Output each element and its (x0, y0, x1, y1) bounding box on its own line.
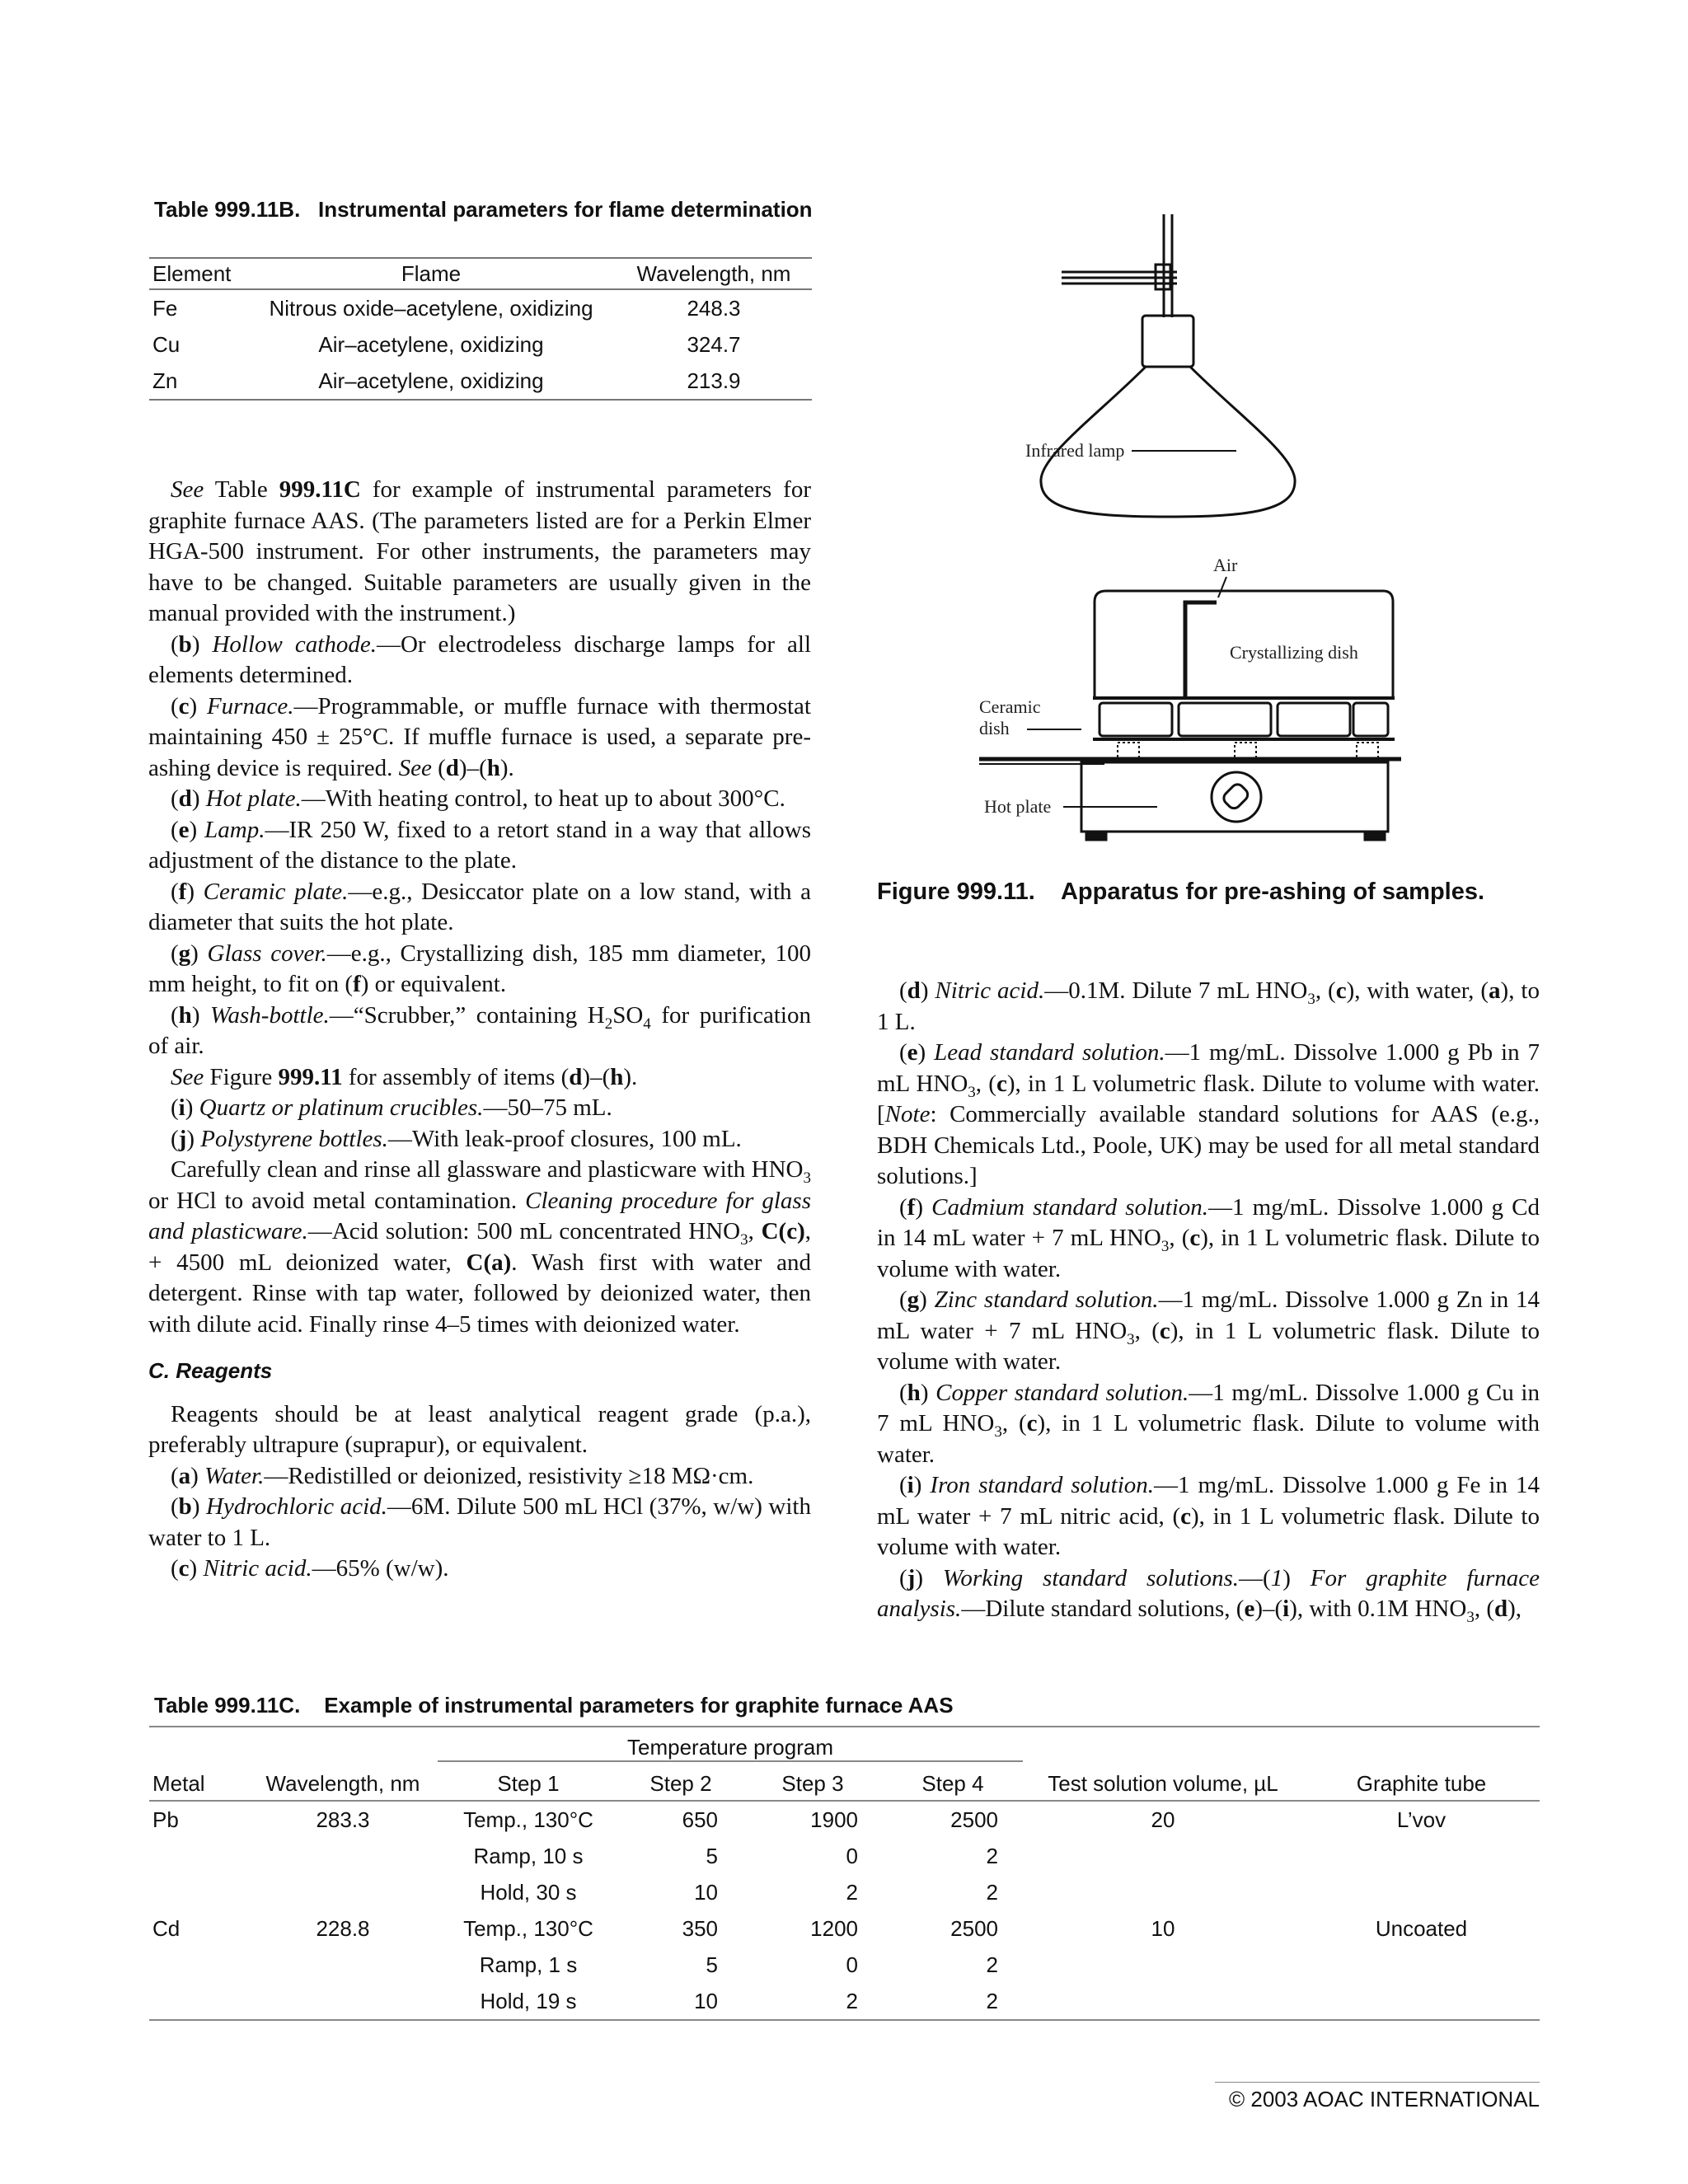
table-cell: 5 (706, 1952, 718, 1977)
table-b-header-flame: Flame (246, 258, 616, 289)
table-cell: Pb (152, 1807, 179, 1832)
table-row (149, 1801, 1540, 1838)
table-cell (1303, 1983, 1540, 2020)
table-cell: 2 (846, 1879, 858, 1905)
table-cell: 10 (694, 1879, 718, 1905)
paragraph-reagents-intro: Reagents should be at least analytical reagent grade (p.a.), preferably ultrapure (suprapur), or equivalent. (148, 1400, 811, 1458)
retort-stand-arm (1062, 265, 1177, 289)
table-cell: 1900 (810, 1807, 858, 1832)
table-row (149, 1910, 1540, 1947)
table-c-caption-text: Example of instrumental parameters for graphite furnace AAS (324, 1693, 954, 1718)
table-cell: 10 (1151, 1915, 1175, 1941)
table-c (149, 1727, 1540, 2021)
figure-caption-number: Figure 999.11. (877, 879, 1035, 905)
table-row (149, 1874, 1540, 1910)
paragraph-see-figure: See Figure 999.11 for assembly of items (d)–(h). (171, 1063, 638, 1090)
label-ceramic-dish: dish (979, 718, 1010, 738)
item-b-hollow-cathode: (b) Hollow cathode.—Or electrodeless discharge lamps for all elements determined. (148, 630, 811, 688)
table-cell: Cd (152, 1915, 181, 1941)
table-cell: 2500 (950, 1807, 998, 1832)
table-cell: 1200 (810, 1915, 858, 1941)
table-cell: 2500 (950, 1915, 998, 1941)
table-cell: Hold, 19 s (438, 1983, 619, 2020)
figure-caption (877, 879, 1553, 906)
paragraph-cleaning: Carefully clean and rinse all glassware and plasticware with $HNO_3$ or HCl to avoid metal contamination. Cleaning procedure for glass and plasticware.—Acid solution: 500 mL concentrated $HNO_3$, C(c), + 4500 mL deionized water, C(a). Wash first with water and detergent. Rinse with tap water, followed by deionized water, then with dilute acid. Finally rinse 4–5 times with deionized water. (148, 1156, 811, 1338)
footer-copyright: © 2003 AOAC INTERNATIONAL (1228, 2087, 1540, 2111)
table-c-group-header: Temperature program (438, 1727, 1023, 1761)
table-c-caption-number: Table 999.11C. (154, 1693, 301, 1718)
table-cell (1303, 1874, 1540, 1910)
table-cell (149, 1838, 248, 1874)
table-cell: 650 (682, 1807, 718, 1832)
table-cell: 248.3 (687, 295, 741, 321)
table-cell: 2 (986, 1952, 998, 1977)
item-h-wash-bottle: (h) Wash-bottle.—“Scrubber,” containing $H_2SO_4$ for purification of air. (148, 1001, 811, 1059)
table-c-header-step4: Step 4 (883, 1761, 1023, 1801)
table-c-header-graphite-tube: Graphite tube (1303, 1761, 1540, 1801)
air-label-leader (1218, 577, 1226, 598)
reagent-f-cadmium-standard: (f) Cadmium standard solution.—1 mg/mL. Dissolve 1.000 g Cd in 14 mL water + 7 mL $HNO_3$, (c), in 1 L volumetric flask. Dilute to volume with water. (877, 1193, 1540, 1282)
table-cell: 2 (743, 1983, 883, 2020)
right-column (877, 976, 1540, 1625)
table-b-caption-text: Instrumental parameters for flame determination (317, 197, 813, 222)
table-row (149, 1983, 1540, 2020)
table-cell: Zn (149, 363, 246, 400)
table-c-header-metal: Metal (149, 1761, 248, 1801)
table-c-header-step3: Step 3 (743, 1761, 883, 1801)
reagent-c-nitric-acid: (c) Nitric acid.—65% (w/w). (171, 1555, 449, 1582)
item-g-glass-cover: (g) Glass cover.—e.g., Crystallizing dish, 185 mm diameter, 100 mm height, to fit on (f) or equivalent. (148, 940, 811, 997)
label-infrared-lamp: Infrared lamp (1025, 440, 1125, 461)
table-b-caption-number: Table 999.11B. (154, 197, 301, 222)
table-b (149, 257, 812, 401)
table-cell: 5 (706, 1843, 718, 1868)
apparatus-figure (973, 210, 1418, 853)
table-cell (1023, 1874, 1303, 1910)
footer-rule (1215, 2082, 1540, 2083)
table-cell: Cu (152, 331, 181, 357)
reagent-b-hydrochloric-acid: (b) Hydrochloric acid.—6M. Dilute 500 mL HCl (37%, w/w) with water to 1 L. (148, 1493, 811, 1551)
table-c-header-step1: Step 1 (438, 1761, 619, 1801)
table-cell: Air–acetylene, oxidizing (246, 363, 616, 400)
table-cell (149, 1874, 248, 1910)
table-cell (149, 1983, 248, 2020)
reagents-heading: C. Reagents (148, 1358, 273, 1383)
reagent-h-copper-standard: (h) Copper standard solution.—1 mg/mL. Dissolve 1.000 g Cu in 7 mL $HNO_3$, (c), in 1 L volumetric flask. Dilute to volume with water. (877, 1379, 1540, 1468)
item-c-furnace: (c) Furnace.—Programmable, or muffle furnace with thermostat maintaining 450 ± 25°C. If muffle furnace is used, a separate pre-ashing device is required. See (d)–(h). (148, 692, 811, 781)
table-b-caption (154, 196, 814, 223)
table-c-header-volume: Test solution volume, µL (1023, 1761, 1303, 1801)
table-c-header-wavelength: Wavelength, nm (248, 1761, 438, 1801)
table-cell (1023, 1838, 1303, 1874)
table-cell: Temp., 130°C (463, 1807, 593, 1832)
left-column (148, 475, 811, 1585)
table-c-header-step2: Step 2 (619, 1761, 743, 1801)
reagent-g-zinc-standard: (g) Zinc standard solution.—1 mg/mL. Dissolve 1.000 g Zn in 14 mL water + 7 mL $HNO_3$, (c), in 1 L volumetric flask. Dilute to volume with water. (877, 1286, 1540, 1375)
item-e-lamp: (e) Lamp.—IR 250 W, fixed to a retort stand in a way that allows adjustment of the distance to the plate. (148, 816, 811, 874)
table-row (149, 326, 812, 363)
table-cell: 324.7 (687, 331, 741, 357)
table-cell (248, 1874, 438, 1910)
table-cell: Nitrous oxide–acetylene, oxidizing (269, 295, 593, 321)
table-cell: 228.8 (316, 1915, 370, 1941)
table-cell: 2 (883, 1983, 1023, 2020)
label-crystallizing-dish: Crystallizing dish (1230, 642, 1358, 663)
table-cell: Temp., 130°C (463, 1915, 593, 1941)
table-cell: 350 (682, 1915, 718, 1941)
item-f-ceramic-plate: (f) Ceramic plate.—e.g., Desiccator plate on a low stand, with a diameter that suits the hot plate. (148, 878, 812, 935)
table-cell: 213.9 (616, 363, 812, 400)
table-cell: Ramp, 10 s (473, 1843, 584, 1868)
reagent-e-lead-standard: (e) Lead standard solution.—1 mg/mL. Dissolve 1.000 g Pb in 7 mL $HNO_3$, (c), in 1 L volumetric flask. Dilute to volume with water. [Note: Commercially available standard solutions for AAS (e.g., BDH Chemicals Ltd., Poole, UK) may be used for all metal standard solutions.] (877, 1039, 1540, 1189)
table-cell: Air–acetylene, oxidizing (318, 331, 544, 357)
table-cell: 2 (986, 1879, 998, 1905)
table-cell: Hold, 30 s (480, 1879, 577, 1905)
table-cell: 283.3 (316, 1807, 370, 1832)
reagent-i-iron-standard: (i) Iron standard solution.—1 mg/mL. Dissolve 1.000 g Fe in 14 mL water + 7 mL nitric acid, (c), in 1 L volumetric flask. Dilute to volume with water. (877, 1472, 1540, 1560)
table-cell (149, 1947, 248, 1983)
item-d-hot-plate: (d) Hot plate.—With heating control, to heat up to about 300°C. (171, 785, 785, 812)
reagent-a-water: (a) Water.—Redistilled or deionized, resistivity ≥18 MΩ·cm. (171, 1462, 754, 1489)
item-j-bottles: (j) Polystyrene bottles.—With leak-proof closures, 100 mL. (171, 1125, 742, 1152)
item-i-crucibles: (i) Quartz or platinum crucibles.—50–75 mL. (171, 1094, 612, 1121)
table-cell: Uncoated (1375, 1915, 1468, 1941)
table-cell: 2 (986, 1843, 998, 1868)
label-ceramic: Ceramic (979, 696, 1041, 717)
label-air: Air (1213, 555, 1238, 575)
table-cell (1303, 1947, 1540, 1983)
label-hot-plate: Hot plate (984, 796, 1052, 817)
table-row (149, 289, 812, 326)
table-cell (248, 1838, 438, 1874)
table-cell (248, 1983, 438, 2020)
table-b-header-element: Element (149, 258, 246, 289)
table-cell: 10 (619, 1983, 743, 2020)
table-cell: Fe (152, 295, 178, 321)
air-inlet-tube (1185, 602, 1217, 696)
table-cell (1023, 1947, 1303, 1983)
table-row (149, 363, 812, 400)
table-cell: L’vov (1396, 1807, 1447, 1832)
table-cell: Ramp, 1 s (479, 1952, 578, 1977)
table-cell (248, 1947, 438, 1983)
reagent-d-nitric-acid: (d) Nitric acid.—0.1M. Dilute 7 mL $HNO_3$, (c), with water, (a), to 1 L. (877, 977, 1540, 1035)
table-cell (1023, 1983, 1303, 2020)
table-cell (1303, 1838, 1540, 1874)
table-cell: 20 (1151, 1807, 1175, 1832)
figure-caption-text: Apparatus for pre-ashing of samples. (1060, 879, 1485, 905)
table-cell: 0 (846, 1843, 858, 1868)
infrared-lamp-icon (1041, 316, 1295, 517)
table-row (149, 1947, 1540, 1983)
table-c-caption (154, 1693, 1473, 1718)
ceramic-plate-icon (1093, 698, 1395, 761)
paragraph-see-table: See Table 999.11C for example of instrumental parameters for graphite furnace AAS. (The parameters listed are for a Perkin Elmer HGA-500 instrument. For other instruments, the parameters may have to be changed. Suitable parameters are usually given in the manual provided with the instrument.) (148, 476, 811, 626)
reagent-j-working-standards: (j) Working standard solutions.—(1) For graphite furnace analysis.—Dilute standard solutions, (e)–(i), with 0.1M $HNO_3$, (d), (877, 1564, 1540, 1626)
table-cell: 0 (846, 1952, 858, 1977)
table-b-header-wavelength: Wavelength, nm (616, 258, 812, 289)
table-row (149, 1838, 1540, 1874)
